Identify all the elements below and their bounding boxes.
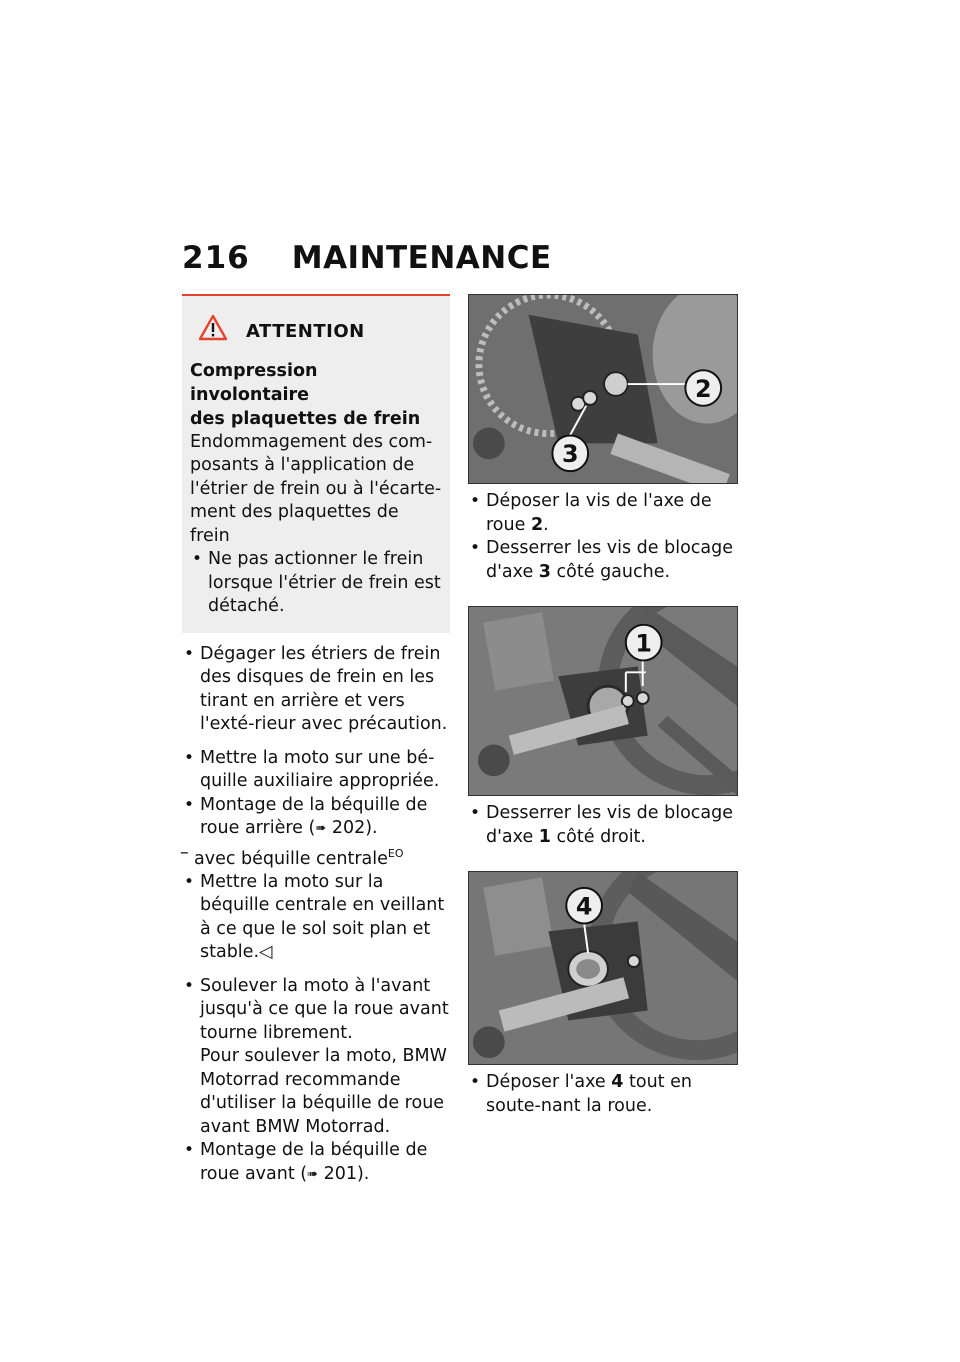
warning-title: ATTENTION bbox=[246, 320, 365, 342]
warning-box bbox=[182, 296, 450, 633]
step-remove-axle-screw-num: 2 bbox=[530, 514, 544, 535]
step-center-stand-text: Mettre la moto sur la béquille centrale en veillant à ce que le sol soit plan et stable. bbox=[200, 871, 445, 963]
option-center-stand bbox=[182, 842, 450, 871]
step-loosen-left-clamp-text: Desserrer les vis de blocage d'axe bbox=[486, 538, 734, 582]
warning-body: Endommagement des com-posants à l'application de l'étrier de frein ou à l'écarte-ment des plaquettes de frein bbox=[190, 431, 442, 546]
step-front-stand-text: Montage de la béquille de roue avant ( bbox=[200, 1140, 428, 1184]
step-loosen-left-clamp-num: 3 bbox=[538, 561, 551, 582]
step-remove-axle bbox=[468, 1071, 738, 1118]
step-remove-axle-screw-text: Déposer la vis de l'axe de roue bbox=[486, 491, 712, 535]
step-remove-axle-text: Déposer l'axe bbox=[486, 1072, 612, 1092]
step-rear-stand bbox=[182, 794, 450, 842]
warning-instruction: • Ne pas actionner le frein lorsque l'étrier de frein est détaché. bbox=[190, 548, 442, 619]
step-remove-axle-screw-end: . bbox=[543, 514, 549, 535]
warning-triangle-icon bbox=[198, 314, 228, 349]
step-loosen-right-clamp-text: Desserrer les vis de blocage d'axe bbox=[486, 803, 734, 847]
right-column bbox=[468, 294, 738, 1118]
step-center-stand bbox=[182, 871, 450, 965]
warning-header bbox=[198, 314, 442, 349]
step-auxiliary-stand: • Mettre la moto sur une bé-quille auxiliaire appropriée. bbox=[182, 747, 450, 794]
photo-axle-removal bbox=[468, 871, 738, 1065]
step-loosen-right-clamp-num: 1 bbox=[538, 826, 551, 847]
warning-subtitle-line2: des plaquettes de frein bbox=[190, 408, 421, 429]
left-column bbox=[182, 296, 450, 1187]
step-front-stand bbox=[182, 1139, 450, 1187]
step-release-calipers: • Dégager les étriers de frein des disques de frein en les tirant en arrière et vers l'exté-rieur avec précaution. bbox=[182, 643, 450, 737]
step-remove-axle-end: tout en soute-nant la roue. bbox=[486, 1072, 692, 1116]
page-reference-arrow-icon: ➠ bbox=[315, 821, 327, 836]
page-number: 216 bbox=[182, 240, 250, 276]
step-rear-stand-ref[interactable]: 202). bbox=[331, 818, 378, 838]
photo1-label-3: 3 bbox=[561, 440, 579, 469]
photo2-label-1: 1 bbox=[635, 629, 652, 658]
step-remove-axle-screw bbox=[468, 490, 738, 537]
step-remove-axle-num: 4 bbox=[611, 1072, 624, 1092]
step-loosen-right-clamp bbox=[468, 802, 738, 849]
step-rear-stand-text: Montage de la béquille de roue arrière ( bbox=[200, 794, 428, 838]
step-loosen-left-clamp-end: côté gauche. bbox=[550, 561, 671, 582]
page-reference-arrow-icon: ➠ bbox=[307, 1166, 318, 1182]
page-header bbox=[182, 240, 552, 280]
photo3-label-4: 4 bbox=[575, 892, 593, 921]
warning-subtitle bbox=[190, 359, 442, 431]
step-front-stand-ref[interactable]: 201). bbox=[323, 1163, 370, 1184]
option-code: EO bbox=[387, 846, 404, 860]
step-loosen-left-clamp bbox=[468, 537, 738, 584]
step-loosen-right-clamp-end: côté droit. bbox=[550, 826, 646, 847]
note-front-stand: Pour soulever la moto, BMW Motorrad recommande d'utiliser la béquille de roue avant BMW Motorrad. bbox=[200, 1046, 447, 1137]
section-title: MAINTENANCE bbox=[291, 240, 552, 276]
step-lift-front: • Soulever la moto à l'avant jusqu'à ce que la roue avant tourne librement. bbox=[182, 975, 450, 1046]
warning-subtitle-line1: Compression involontaire bbox=[190, 360, 318, 405]
option-text: avec béquille centrale bbox=[194, 848, 388, 869]
photo-axle-left-side bbox=[468, 294, 738, 484]
photo1-label-2: 2 bbox=[694, 374, 712, 403]
option-end-marker: ◁ bbox=[259, 942, 273, 963]
photo-axle-right-side bbox=[468, 606, 738, 796]
